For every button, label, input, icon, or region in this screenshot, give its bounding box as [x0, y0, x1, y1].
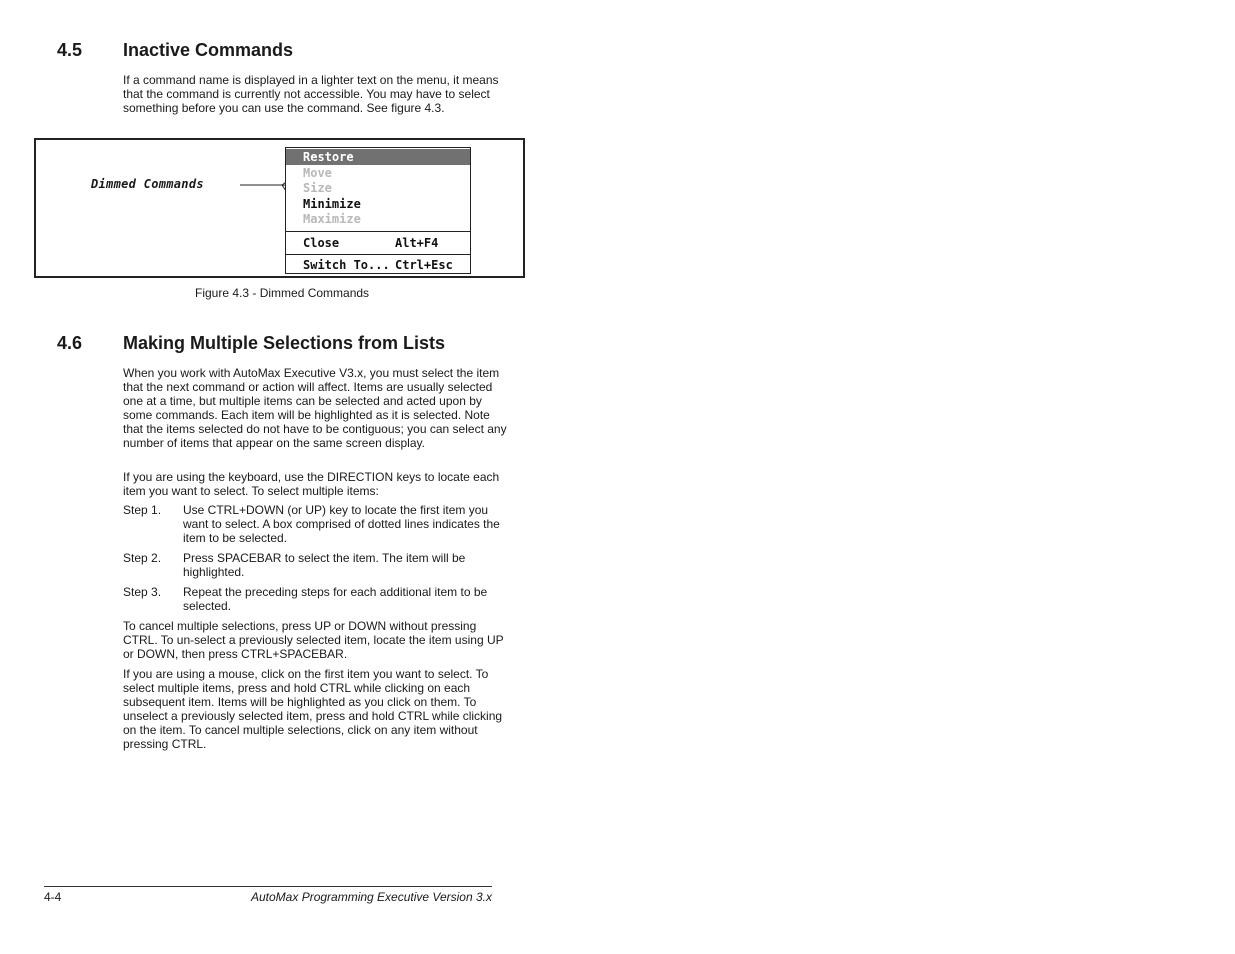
footer-rule	[44, 886, 492, 887]
figure-label: Dimmed Commands	[91, 177, 204, 191]
figure-dimmed-commands	[34, 138, 525, 278]
step-text: Use CTRL+DOWN (or UP) key to locate the first item you want to select. A box comprised of dotted lines indicates the item to be selected.	[183, 503, 500, 545]
paragraph: When you work with AutoMax Executive V3.x, you must select the item that the next command or action will affect. Items are usually selected one at a time, but multiple items can be selected and acted upon by some commands. Each item will be highlighted as it is selected. Note that the items selected do not have to be contiguous; you can select any number of items that appear on the same screen display.	[123, 366, 507, 450]
section-title: Making Multiple Selections from Lists	[123, 333, 446, 353]
page-number: 4-4	[44, 890, 62, 904]
system-menu	[285, 147, 471, 274]
menu-item-close[interactable]: Close Alt+F4	[303, 236, 439, 250]
shortcut-label: Alt+F4	[395, 236, 439, 250]
menu-item-size: Size	[303, 181, 332, 195]
step-label: Step 3.	[123, 585, 162, 599]
paragraph: If you are using a mouse, click on the first item you want to select. To select multiple items, press and hold CTRL while clicking on each subsequent item. Items will be highlighted as you click on them. To unselect a previously selected item, press and hold CTRL while clicking on the item. To cancel multiple selections, click on any item without pressing CTRL.	[123, 667, 503, 751]
step-text: Repeat the preceding steps for each additional item to be selected.	[183, 585, 488, 613]
menu-item-restore[interactable]: Restore	[286, 149, 470, 165]
paragraph: If a command name is displayed in a lighter text on the menu, it means that the command is currently not accessible. You may have to select something before you can use the command. See figure 4.3.	[123, 73, 499, 115]
step-text: Press SPACEBAR to select the item. The item will be highlighted.	[183, 551, 466, 579]
section-number: 4.5	[57, 40, 83, 60]
document-title: AutoMax Programming Executive Version 3.x	[251, 890, 492, 904]
paragraph: If you are using the keyboard, use the DIRECTION keys to locate each item you want to select. To select multiple items:	[123, 470, 500, 498]
step-label: Step 2.	[123, 551, 162, 565]
menu-item-move: Move	[303, 166, 332, 180]
shortcut-label: Ctrl+Esc	[395, 258, 453, 272]
paragraph: To cancel multiple selections, press UP or DOWN without pressing CTRL. To un-select a previously selected item, locate the item using UP or DOWN, then press CTRL+SPACEBAR.	[123, 619, 504, 661]
step-label: Step 1.	[123, 503, 162, 517]
menu-item-switch-to[interactable]: Switch To... Ctrl+Esc	[303, 258, 453, 272]
figure-caption: Figure 4.3 - Dimmed Commands	[195, 286, 370, 300]
menu-separator	[286, 231, 470, 234]
menu-item-minimize[interactable]: Minimize	[303, 197, 361, 211]
section-number: 4.6	[57, 333, 83, 353]
menu-item-maximize: Maximize	[303, 212, 361, 226]
section-title: Inactive Commands	[123, 40, 294, 60]
